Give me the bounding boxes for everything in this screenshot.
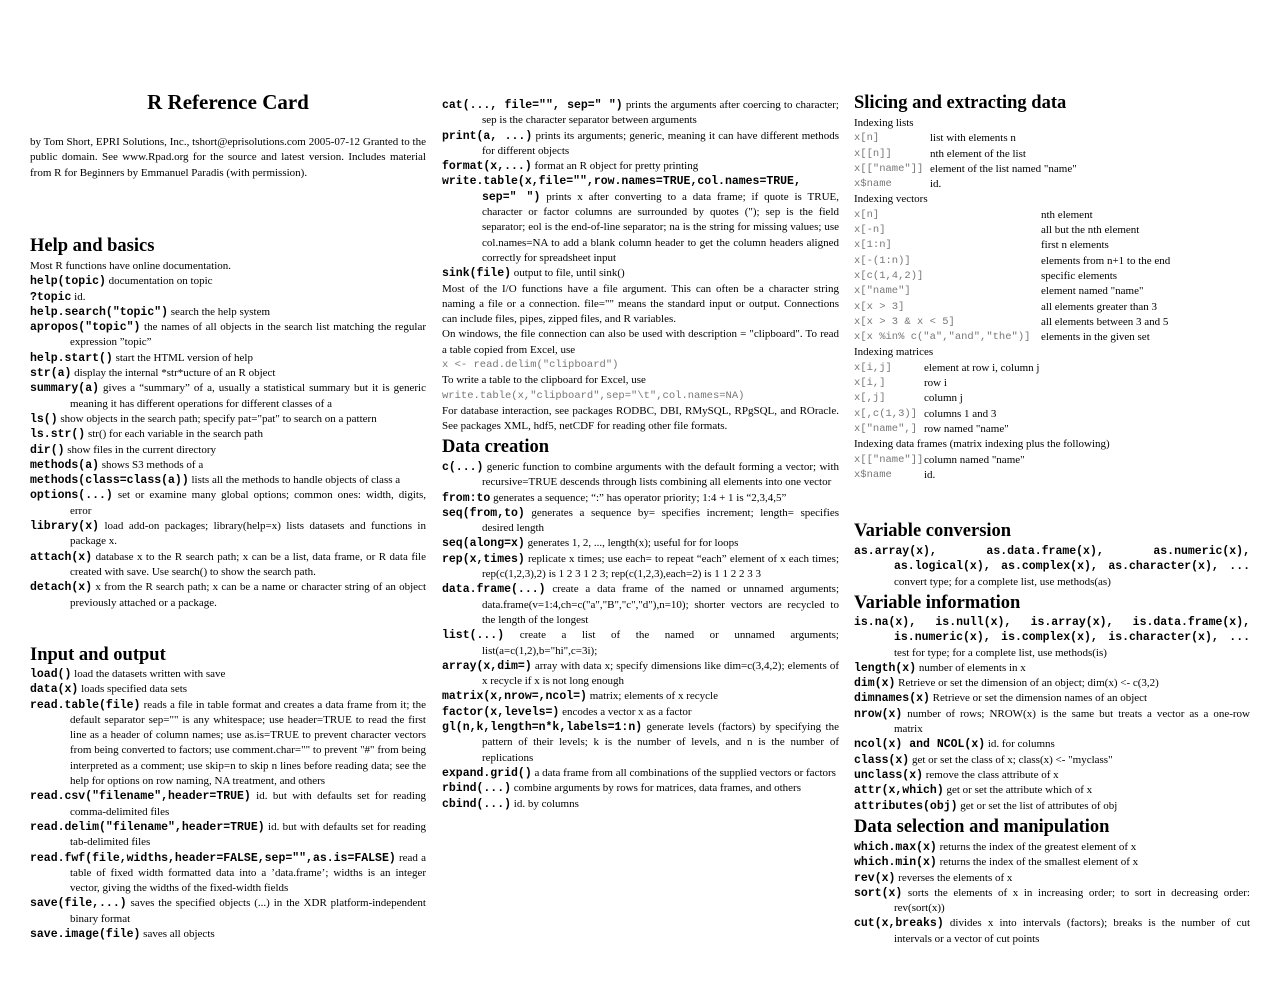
creation-entry bbox=[442, 460, 839, 491]
clipboard-write-code: write.table(x,"clipboard",sep="\t",col.names=NA) bbox=[442, 389, 745, 402]
help-command: ls.str() bbox=[30, 428, 86, 442]
io-entry bbox=[30, 789, 426, 820]
help-description: database x to the R search path; x can be a list, data frame, or R data file created with save. Use search() to show the search path. bbox=[70, 550, 426, 578]
manip-command: cut(x,breaks) bbox=[854, 917, 944, 931]
conversion-description: convert type; for a complete list, use methods(as) bbox=[894, 575, 1111, 588]
matrix-index-expression: x[i,j] bbox=[854, 361, 892, 374]
manip-description: returns the index of the smallest element of x bbox=[936, 856, 1139, 869]
io-entry bbox=[30, 927, 426, 942]
help-entries bbox=[30, 274, 426, 611]
help-command: options(...) bbox=[30, 489, 113, 503]
output-description: output to file, until sink() bbox=[511, 267, 625, 280]
frames-label: Indexing data frames (matrix indexing plus the following) bbox=[854, 438, 1110, 451]
vector-index-meaning: elements in the given set bbox=[1041, 331, 1150, 344]
help-description: start the HTML version of help bbox=[112, 351, 253, 364]
creation-entry bbox=[442, 797, 839, 812]
creation-command: expand.grid() bbox=[442, 766, 532, 780]
matrix-index-meaning: row i bbox=[924, 377, 947, 390]
help-entry bbox=[30, 580, 426, 611]
output-description: format an R object for pretty printing bbox=[531, 160, 699, 173]
creation-description: a data frame from all combinations of the supplied vectors or factors bbox=[531, 766, 836, 779]
creation-description: generate levels (factors) by specifying the pattern of their levels; k is the number of levels, and n is the number of replications bbox=[482, 721, 839, 764]
creation-description: matrix; elements of x recycle bbox=[586, 690, 718, 703]
io-entries bbox=[30, 667, 426, 942]
vector-index-row bbox=[854, 269, 1250, 284]
output-entry bbox=[442, 159, 839, 174]
info-command: dimnames(x) bbox=[854, 692, 930, 706]
creation-description: id. by columns bbox=[511, 797, 579, 810]
matrix-index-expression: x[i,] bbox=[854, 377, 886, 390]
matrix-index-meaning: columns 1 and 3 bbox=[924, 407, 997, 420]
help-command: library(x) bbox=[30, 520, 100, 534]
io-entry bbox=[30, 698, 426, 790]
io-note-2: On windows, the file connection can also be used with description = "clipboard". To read a table copied from Excel, use bbox=[442, 328, 839, 356]
creation-description: generic function to combine arguments with the default forming a vector; with recursive=TRUE descends through lists combining all elements into one vector bbox=[482, 461, 839, 489]
info-entry bbox=[854, 707, 1250, 738]
help-command: detach(x) bbox=[30, 581, 93, 595]
help-command: methods(a) bbox=[30, 458, 100, 472]
list-index-meaning: id. bbox=[930, 178, 942, 191]
output-entry bbox=[442, 98, 839, 129]
section-manip-heading: Data selection and manipulation bbox=[854, 817, 1110, 837]
creation-command: rep(x,times) bbox=[442, 552, 525, 566]
creation-command: list(...) bbox=[442, 629, 505, 643]
matrix-index-meaning: element at row i, column j bbox=[924, 361, 1040, 374]
io-command: read.table(file) bbox=[30, 698, 141, 712]
io-description: saves all objects bbox=[140, 928, 215, 941]
creation-entry bbox=[442, 766, 839, 781]
help-command: dir() bbox=[30, 443, 65, 457]
vector-index-expression: x[x > 3] bbox=[854, 300, 905, 313]
info-description: Retrieve or set the dimension names of an object bbox=[929, 692, 1148, 705]
info-entry bbox=[854, 661, 1250, 676]
matrices-label: Indexing matrices bbox=[854, 346, 934, 359]
vector-index-expression: x[n] bbox=[854, 208, 880, 221]
info-entry bbox=[854, 768, 1250, 783]
creation-command: from:to bbox=[442, 491, 491, 505]
creation-command: cbind(...) bbox=[442, 797, 512, 811]
creation-entry bbox=[442, 705, 839, 720]
io-command: load() bbox=[30, 668, 72, 681]
vector-index-row bbox=[854, 330, 1250, 345]
output-description: prints its arguments; generic, meaning it can have different methods for different objects bbox=[482, 129, 839, 157]
output-command: format(x,...) bbox=[442, 160, 532, 174]
conversion-entries bbox=[854, 544, 1250, 590]
section-creation-heading: Data creation bbox=[442, 437, 550, 457]
io-note-1: Most of the I/O functions have a file argument. This can often be a character string naming a file or a connection. file="" means the standard input or output. Connections can include files, pipes, zipped files, and R variables. bbox=[442, 282, 839, 326]
info-command: is.na(x), is.null(x), is.array(x), is.data.frame(x), is.numeric(x), is.complex(x), is.character(x), ... bbox=[854, 616, 1250, 645]
list-index-expression: x[["name"]] bbox=[854, 162, 924, 175]
help-entry bbox=[30, 366, 426, 381]
creation-entry bbox=[442, 536, 839, 551]
help-command: methods(class=class(a)) bbox=[30, 474, 189, 488]
creation-entry bbox=[442, 506, 839, 537]
frame-index-row bbox=[854, 468, 1250, 483]
help-command: help.search("topic") bbox=[30, 305, 169, 319]
io-note-4: For database interaction, see packages RODBC, DBI, RMySQL, RPgSQL, and ROracle. See packages XML, hdf5, netCDF for reading other file formats. bbox=[442, 404, 839, 433]
output-command: write.table(x,file="",row.names=TRUE,col.names=TRUE, sep=" ") bbox=[442, 175, 801, 204]
manip-entry bbox=[854, 886, 1250, 917]
matrix-index-meaning: row named "name" bbox=[924, 422, 1009, 435]
section-info-heading: Variable information bbox=[854, 593, 1021, 613]
creation-description: generates 1, 2, ..., length(x); useful for for loops bbox=[524, 537, 739, 550]
matrix-index-meaning: column j bbox=[924, 392, 963, 405]
output-entry bbox=[442, 266, 839, 281]
info-description: id. for columns bbox=[985, 738, 1055, 751]
section-output bbox=[442, 98, 839, 435]
io-command: save.image(file) bbox=[30, 928, 141, 942]
vector-index-row bbox=[854, 284, 1250, 299]
creation-description: array with data x; specify dimensions like dim=c(3,4,2); elements of x recycle if x is not long enough bbox=[482, 659, 839, 688]
list-index-row bbox=[854, 162, 1250, 177]
vector-index-expression: x[-n] bbox=[854, 224, 886, 237]
list-index-expression: x[[n]] bbox=[854, 147, 892, 160]
help-entry bbox=[30, 305, 426, 320]
io-command: save(file,...) bbox=[30, 897, 127, 911]
help-command: apropos("topic") bbox=[30, 321, 141, 335]
info-description: remove the class attribute of x bbox=[923, 768, 1059, 781]
vector-index-meaning: nth element bbox=[1041, 208, 1093, 221]
vector-index-meaning: elements from n+1 to the end bbox=[1041, 254, 1171, 267]
info-description: test for type; for a complete list, use methods(is) bbox=[894, 646, 1107, 659]
vector-index-meaning: all elements between 3 and 5 bbox=[1041, 315, 1169, 328]
help-entry bbox=[30, 412, 426, 427]
matrix-index-row bbox=[854, 376, 1250, 391]
manip-description: divides x into intervals (factors); breaks is the number of cut intervals or a vector of cut points bbox=[894, 917, 1250, 945]
info-command: dim(x) bbox=[854, 677, 896, 691]
output-entries bbox=[442, 98, 839, 282]
manip-description: sorts the elements of x in increasing order; to sort in decreasing order: rev(sort(x)) bbox=[894, 886, 1250, 915]
help-description: load add-on packages; library(help=x) lists datasets and functions in package x. bbox=[70, 520, 426, 548]
help-entry bbox=[30, 290, 426, 305]
help-intro: Most R functions have online documentation. bbox=[30, 260, 232, 272]
info-command: attr(x,which) bbox=[854, 784, 944, 798]
creation-command: gl(n,k,length=n*k,labels=1:n) bbox=[442, 721, 643, 735]
creation-entries bbox=[442, 460, 839, 812]
creation-description: combine arguments by rows for matrices, data frames, and others bbox=[511, 782, 802, 795]
manip-command: rev(x) bbox=[854, 871, 896, 885]
matrix-index-expression: x[,j] bbox=[854, 392, 886, 405]
help-entry bbox=[30, 443, 426, 458]
list-index-row bbox=[854, 177, 1250, 192]
info-entry bbox=[854, 799, 1250, 814]
info-command: class(x) bbox=[854, 753, 910, 767]
help-command: help.start() bbox=[30, 351, 113, 365]
manip-entries bbox=[854, 840, 1250, 947]
creation-command: seq(from,to) bbox=[442, 506, 525, 520]
info-entry bbox=[854, 783, 1250, 798]
vector-index-row bbox=[854, 223, 1250, 238]
matrix-index-expression: x[,c(1,3)] bbox=[854, 407, 918, 420]
info-entries bbox=[854, 615, 1250, 814]
output-command: cat(..., file="", sep=" ") bbox=[442, 99, 623, 112]
help-description: show files in the current directory bbox=[64, 443, 217, 456]
indexing-lists-table bbox=[854, 131, 1250, 192]
creation-description: create a list of the named or unnamed arguments; list(a=c(1,2),b="hi",c=3i); bbox=[482, 629, 839, 657]
help-description: shows S3 methods of a bbox=[99, 458, 204, 471]
section-help-heading: Help and basics bbox=[30, 236, 155, 256]
matrix-index-row bbox=[854, 361, 1250, 376]
help-description: documentation on topic bbox=[105, 275, 213, 288]
io-description: loads specified data sets bbox=[78, 683, 188, 696]
creation-entry bbox=[442, 628, 839, 659]
manip-command: which.max(x) bbox=[854, 841, 937, 854]
manip-entry bbox=[854, 855, 1250, 870]
info-command: attributes(obj) bbox=[854, 799, 958, 813]
help-description: display the internal *str*ucture of an R object bbox=[71, 367, 276, 380]
manip-entry bbox=[854, 871, 1250, 886]
io-description: read a table of fixed width formatted data into a ’data.frame’; widths is an integer vector, giving the widths of the fixed-width fields bbox=[70, 851, 426, 895]
io-command: read.csv("filename",header=TRUE) bbox=[30, 790, 251, 804]
creation-entry bbox=[442, 491, 839, 506]
creation-command: factor(x,levels=) bbox=[442, 705, 560, 719]
help-command: summary(a) bbox=[30, 382, 100, 396]
manip-entry bbox=[854, 840, 1250, 855]
creation-command: matrix(x,nrow=,ncol=) bbox=[442, 690, 587, 704]
io-description: reads a file in table format and creates a data frame from it; the default separator sep="" is any whitespace; use header=TRUE to read the first line as a header of column names; use as.is=TRUE to prevent character vectors from being converted to factors; use comment.char="" to prevent "#" from being interpreted as a comment; use skip=n to skip n lines before reading data; see the help for options on row naming, NA treatment, and others bbox=[70, 698, 426, 788]
io-entry bbox=[30, 682, 426, 697]
matrix-index-expression: x["name",] bbox=[854, 422, 918, 435]
info-command: ncol(x) and NCOL(x) bbox=[854, 738, 986, 752]
creation-description: encodes a vector x as a factor bbox=[559, 705, 692, 718]
creation-entry bbox=[442, 689, 839, 704]
vector-index-meaning: all elements greater than 3 bbox=[1041, 300, 1158, 313]
help-description: search the help system bbox=[168, 305, 271, 318]
info-description: get or set the class of x; class(x) <- "myclass" bbox=[909, 753, 1113, 766]
help-command: help(topic) bbox=[30, 275, 106, 289]
section-io-heading: Input and output bbox=[30, 645, 166, 665]
io-entry bbox=[30, 820, 426, 851]
section-slicing bbox=[854, 116, 1250, 483]
vector-index-row bbox=[854, 238, 1250, 253]
io-command: read.fwf(file,widths,header=FALSE,sep="",as.is=FALSE) bbox=[30, 851, 396, 865]
creation-description: generates a sequence; “:” has operator priority; 1:4 + 1 is “2,3,4,5” bbox=[490, 491, 787, 504]
vector-index-expression: x[1:n] bbox=[854, 239, 892, 252]
creation-entry bbox=[442, 720, 839, 766]
list-index-meaning: element of the list named "name" bbox=[930, 162, 1077, 175]
io-entry bbox=[30, 851, 426, 897]
io-entry bbox=[30, 667, 426, 682]
help-entry bbox=[30, 427, 426, 442]
frame-index-expression: x$name bbox=[854, 468, 892, 481]
indexing-frames-table bbox=[854, 453, 1250, 484]
info-description: number of rows; NROW(x) is the same but treats a vector as a one-row matrix bbox=[894, 707, 1250, 736]
info-description: Retrieve or set the dimension of an object; dim(x) <- c(3,2) bbox=[895, 677, 1159, 690]
vectors-label: Indexing vectors bbox=[854, 193, 928, 206]
vector-index-meaning: first n elements bbox=[1041, 239, 1109, 252]
help-entry bbox=[30, 550, 426, 581]
section-help bbox=[30, 259, 426, 611]
matrix-index-row bbox=[854, 407, 1250, 422]
creation-entry bbox=[442, 781, 839, 796]
help-description: show objects in the search path; specify pat="pat" to search on a pattern bbox=[57, 412, 377, 425]
help-entry bbox=[30, 458, 426, 473]
info-command: length(x) bbox=[854, 661, 917, 675]
vector-index-row bbox=[854, 300, 1250, 315]
frame-index-row bbox=[854, 453, 1250, 468]
help-entry bbox=[30, 473, 426, 488]
frame-index-meaning: column named "name" bbox=[924, 453, 1025, 466]
manip-entry bbox=[854, 916, 1250, 947]
frame-index-meaning: id. bbox=[924, 468, 936, 481]
help-description: the names of all objects in the search list matching the regular expression ”topic” bbox=[70, 321, 426, 349]
io-note-3: To write a table to the clipboard for Excel, use bbox=[442, 374, 646, 387]
info-description: get or set the list of attributes of obj bbox=[957, 799, 1118, 812]
info-entry bbox=[854, 676, 1250, 691]
list-index-meaning: list with elements n bbox=[930, 132, 1016, 145]
vector-index-row bbox=[854, 254, 1250, 269]
info-command: nrow(x) bbox=[854, 707, 903, 721]
creation-entry bbox=[442, 552, 839, 583]
help-command: ls() bbox=[30, 412, 58, 426]
indexing-vectors-table bbox=[854, 208, 1250, 346]
help-entry bbox=[30, 351, 426, 366]
io-entry bbox=[30, 896, 426, 927]
help-description: x from the R search path; x can be a name or character string of an object previously attached or a package. bbox=[70, 581, 426, 609]
help-entry bbox=[30, 320, 426, 351]
list-index-expression: x[n] bbox=[854, 132, 880, 145]
help-command: attach(x) bbox=[30, 550, 93, 564]
creation-description: create a data frame of the named or unnamed arguments; data.frame(v=1:4,ch=c("a","B","c","d"),n=10); shorter vectors are recycled to the length of the longest bbox=[482, 583, 839, 626]
output-command: sink(file) bbox=[442, 267, 512, 281]
vector-index-row bbox=[854, 315, 1250, 330]
lists-label: Indexing lists bbox=[854, 117, 914, 129]
list-index-row bbox=[854, 131, 1250, 146]
help-entry bbox=[30, 381, 426, 412]
creation-command: data.frame(...) bbox=[442, 583, 546, 597]
info-entry bbox=[854, 737, 1250, 752]
list-index-expression: x$name bbox=[854, 178, 892, 191]
section-slicing-heading: Slicing and extracting data bbox=[854, 93, 1067, 113]
output-description: prints the arguments after coercing to character; sep is the character separator between arguments bbox=[482, 99, 839, 127]
help-description: id. bbox=[71, 290, 86, 303]
io-command: read.delim("filename",header=TRUE) bbox=[30, 820, 265, 834]
creation-command: c(...) bbox=[442, 461, 484, 474]
vector-index-meaning: element named "name" bbox=[1041, 285, 1144, 298]
matrix-index-row bbox=[854, 422, 1250, 437]
help-description: str() for each variable in the search path bbox=[85, 428, 263, 441]
output-description: prints x after converting to a data frame; if quote is TRUE, character or factor columns are surrounded by quotes ("); sep is the field separator; eol is the end-of-line separator; na is the string for missing values; use col.names=NA to add a blank column header to get the column headers aligned correctly for spreadsheet input bbox=[482, 190, 839, 264]
info-entry bbox=[854, 691, 1250, 706]
creation-command: seq(along=x) bbox=[442, 537, 525, 551]
matrix-index-row bbox=[854, 391, 1250, 406]
output-entry bbox=[442, 129, 839, 160]
vector-index-expression: x[c(1,4,2)] bbox=[854, 269, 924, 282]
help-entry bbox=[30, 519, 426, 550]
creation-description: replicate x times; use each= to repeat “each” element of x each times; rep(c(1,2,3),2) is 1 2 3 1 2 3; rep(c(1,2,3),each=2) is 1 1 2 2 3 3 bbox=[482, 552, 839, 581]
vector-index-expression: x[-(1:n)] bbox=[854, 254, 911, 267]
creation-description: generates a sequence by= specifies increment; length= specifies desired length bbox=[482, 506, 839, 535]
section-conversion-heading: Variable conversion bbox=[854, 521, 1012, 541]
help-description: set or examine many global options; common ones: width, digits, error bbox=[70, 489, 426, 517]
info-description: get or set the attribute which of x bbox=[943, 784, 1093, 797]
vector-index-meaning: all but the nth element bbox=[1041, 224, 1140, 237]
help-command: str(a) bbox=[30, 367, 72, 381]
info-command: unclass(x) bbox=[854, 768, 924, 782]
conversion-command: as.array(x), as.data.frame(x), as.numeric(x), as.logical(x), as.complex(x), as.character(x), ... bbox=[854, 545, 1250, 574]
output-entry bbox=[442, 174, 839, 266]
manip-command: sort(x) bbox=[854, 886, 903, 900]
io-description: saves the specified objects (...) in the XDR platform-independent binary format bbox=[70, 897, 426, 925]
io-description: load the datasets written with save bbox=[71, 668, 226, 680]
manip-description: returns the index of the greatest element of x bbox=[936, 841, 1137, 853]
help-command: ?topic bbox=[30, 290, 72, 304]
manip-description: reverses the elements of x bbox=[895, 871, 1013, 884]
info-entry bbox=[854, 615, 1250, 661]
vector-index-expression: x[x > 3 & x < 5] bbox=[854, 315, 955, 328]
creation-command: array(x,dim=) bbox=[442, 659, 532, 673]
list-index-meaning: nth element of the list bbox=[930, 147, 1026, 160]
creation-entry bbox=[442, 582, 839, 628]
help-description: lists all the methods to handle objects of class a bbox=[188, 474, 401, 487]
frame-index-expression: x[["name"]] bbox=[854, 453, 924, 466]
intro-text: by Tom Short, EPRI Solutions, Inc., tshort@eprisolutions.com 2005-07-12 Granted to the public domain. See www.Rpad.org for the source and latest version. Includes material from R for Beginners by Emmanuel Paradis (with permission). bbox=[30, 136, 426, 179]
vector-index-expression: x["name"] bbox=[854, 285, 911, 298]
io-description: id. but with defaults set for reading comma-delimited files bbox=[70, 790, 426, 818]
creation-entry bbox=[442, 659, 839, 690]
info-entry bbox=[854, 753, 1250, 768]
output-command: print(a, ...) bbox=[442, 129, 533, 143]
creation-command: rbind(...) bbox=[442, 782, 512, 796]
info-description: number of elements in x bbox=[916, 661, 1026, 674]
page-title: R Reference Card bbox=[147, 90, 309, 114]
vector-index-meaning: specific elements bbox=[1041, 269, 1118, 282]
io-command: data(x) bbox=[30, 683, 79, 697]
conversion-entry bbox=[854, 544, 1250, 590]
vector-index-expression: x[x %in% c("a","and","the")] bbox=[854, 331, 1031, 344]
vector-index-row bbox=[854, 208, 1250, 223]
clipboard-read-code: x <- read.delim("clipboard") bbox=[442, 359, 619, 372]
list-index-row bbox=[854, 147, 1250, 162]
help-description: gives a “summary” of a, usually a statistical summary but it is generic meaning it has different operations for different classes of a bbox=[70, 382, 426, 410]
help-entry bbox=[30, 274, 426, 289]
manip-command: which.min(x) bbox=[854, 856, 937, 870]
indexing-matrices-table bbox=[854, 361, 1250, 437]
help-entry bbox=[30, 488, 426, 519]
io-description: id. but with defaults set for reading tab-delimited files bbox=[70, 820, 426, 849]
